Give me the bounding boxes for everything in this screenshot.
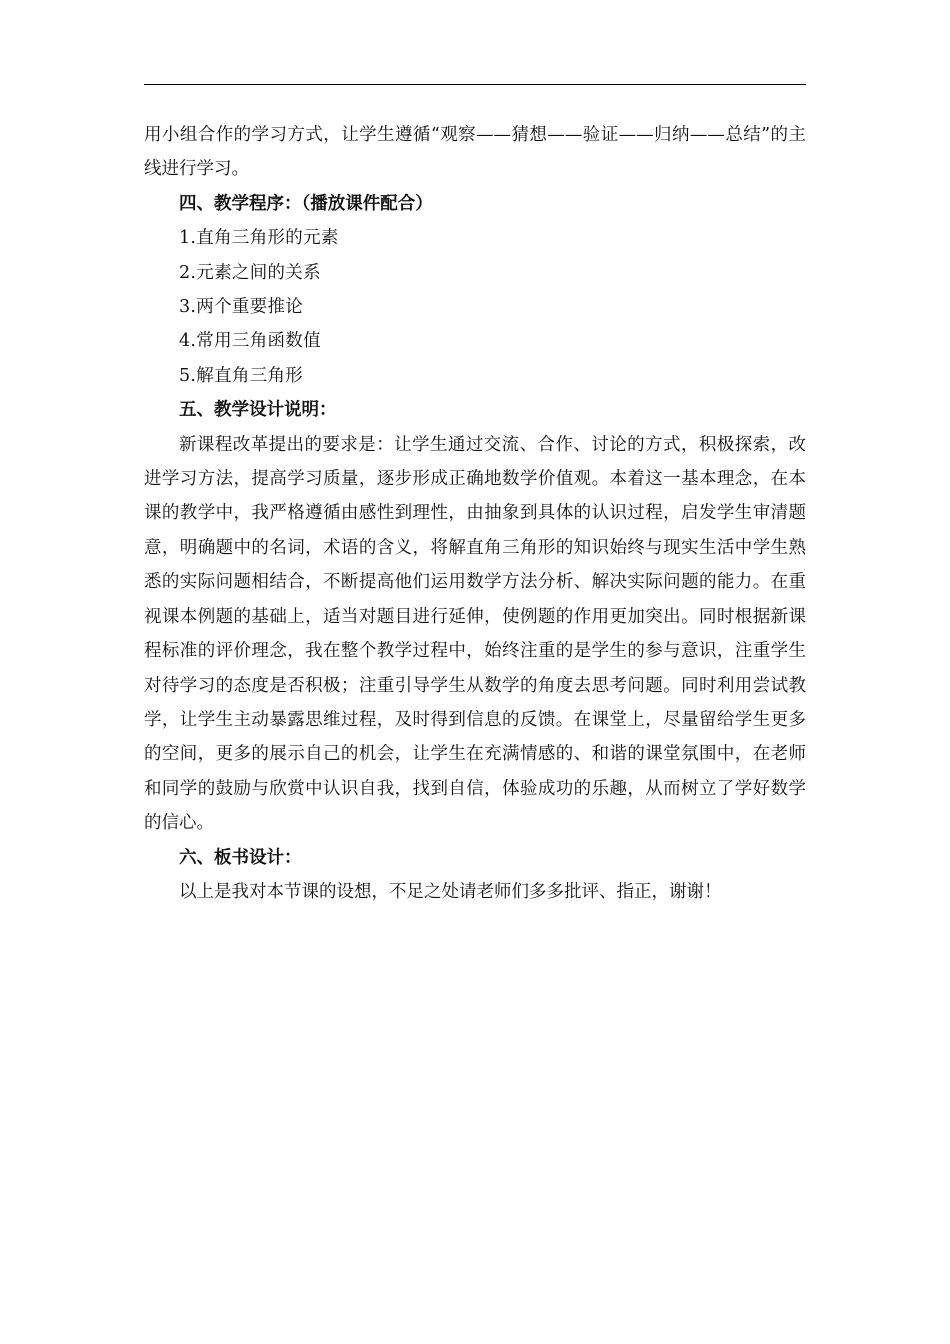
section-6-heading: 六、板书设计： [179, 847, 302, 868]
section-4-heading: 四、教学程序：（播放课件配合） [179, 193, 433, 214]
teaching-procedure-list [144, 221, 806, 393]
closing-paragraph: 以上是我对本节课的设想，不足之处请老师们多多批评、指正，谢谢！ [179, 881, 722, 902]
list-item: 2.元素之间的关系 [179, 262, 321, 283]
list-item: 5.解直角三角形 [179, 365, 304, 386]
design-explanation-paragraph: 新课程改革提出的要求是：让学生通过交流、合作、讨论的方式，积极探索，改进学习方法，提高学习质量，逐步形成正确地数学价值观。本着这一基本理念，在本课的教学中，我严格遵循由感性到理性，由抽象到具体的认识过程，启发学生审清题意，明确题中的名词，术语的含义，将解直角三角形的知识始终与现实生活中学生熟悉的实际问题相结合，不断提高他们运用数学方法分析、解决实际问题的能力。在重视课本例题的基础上，适当对题目进行延伸，使例题的作用更加突出。同时根据新课程标准的评价理念，我在整个教学过程中，始终注重的是学生的参与意识，注重学生对待学习的态度是否积极；注重引导学生从数学的角度去思考问题。同时利用尝试教学，让学生主动暴露思维过程，及时得到信息的反馈。在课堂上，尽量留给学生更多的空间，更多的展示自己的机会，让学生在充满情感的、和谐的课堂氛围中，在老师和同学的鼓励与欣赏中认识自我，找到自信，体验成功的乐趣，从而树立了学好数学的信心。 [144, 434, 806, 834]
list-item: 1.直角三角形的元素 [179, 228, 339, 249]
document-body [144, 118, 806, 909]
list-item: 3.两个重要推论 [179, 297, 304, 318]
section-5-heading: 五、教学设计说明： [179, 400, 337, 421]
intro-continuation-paragraph: 用小组合作的学习方式，让学生遵循“观察——猜想——验证——归纳——总结”的主线进行学习。 [144, 125, 806, 180]
header-rule [144, 84, 806, 85]
list-item: 4.常用三角函数值 [179, 331, 321, 352]
